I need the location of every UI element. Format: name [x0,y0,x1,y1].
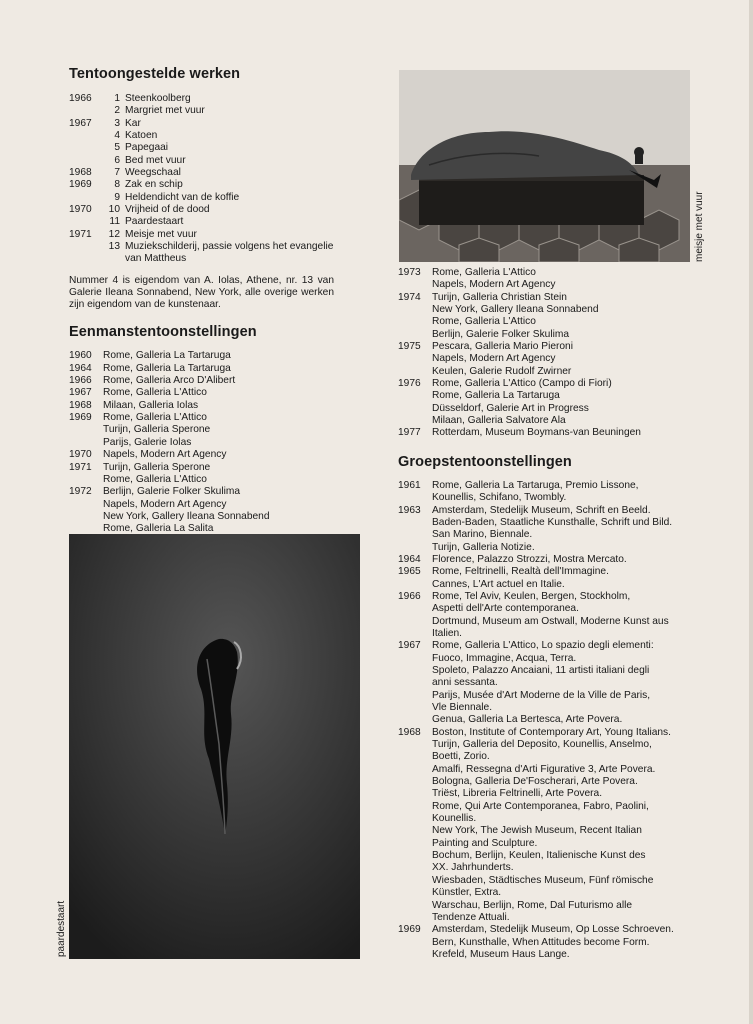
work-number: 7 [114,167,120,179]
photo-paardestaart [69,534,360,959]
work-title: Paardestaart [125,216,184,228]
exhibition-row [69,499,334,511]
exhibition-row [69,511,334,523]
exhibition-row [69,375,334,387]
group-exhibition-row [398,480,703,505]
work-title: Heldendicht van de koffie [125,191,240,203]
work-row [69,216,334,228]
exhibition-row [398,304,703,316]
work-number: 13 [108,241,120,253]
work-title: Margriet met vuur [125,105,205,117]
group-entry-line: Italien. [432,627,463,639]
group-entry-line: Wiesbaden, Städtisches Museum, Fünf römische [432,874,654,886]
group-heading: Groepstentoonstellingen [398,453,572,470]
group-entries [432,591,703,640]
exhibition-venue: Napels, Modern Art Agency [432,279,556,291]
group-year: 1969 [398,924,421,936]
exhibition-year: 1975 [398,341,421,353]
work-number: 2 [114,105,120,117]
group-entry-line: San Marino, Biennale. [432,529,533,541]
exhibition-row [398,329,703,341]
exhibition-row [398,390,703,402]
exhibition-venue: Napels, Modern Art Agency [103,498,227,510]
group-exhibition-row [398,640,703,726]
exhibition-row [398,316,703,328]
work-title: Katoen [125,130,158,142]
group-entries [432,480,703,505]
exhibition-venue: Rome, Galleria La Tartaruga [103,350,231,362]
exhibition-row [398,403,703,415]
work-row [69,93,334,105]
group-entry-line: Painting and Sculpture. [432,837,538,849]
exhibition-venue: Turijn, Galleria Christian Stein [432,291,567,303]
exhibition-row [398,366,703,378]
work-row [69,204,334,216]
group-entry-line: Aspetti dell'Arte contemporanea. [432,603,579,615]
group-entry-line: Krefeld, Museum Haus Lange. [432,948,570,960]
group-exhibition-row [398,554,703,566]
work-row [69,142,334,154]
exhibition-year: 1960 [69,350,92,362]
group-entry-line: Turijn, Galleria Notizie. [432,541,535,553]
exhibition-venue: Napels, Modern Art Agency [103,449,227,461]
group-entries [432,505,703,554]
work-row [69,241,334,266]
group-entry-line: New York, The Jewish Museum, Recent Italian [432,825,642,837]
exhibition-venue: Rome, Galleria L'Attico [103,387,207,399]
work-number: 12 [108,228,120,240]
work-number: 3 [114,117,120,129]
group-exhibition-row [398,591,703,640]
works-ownership-note: Nummer 4 is eigendom van A. Iolas, Athene, nr. 13 van Galerie Ileana Sonnabend, New York, alle overige werken zijn eigendom van de kunstenaar. [69,274,334,311]
caption-paardestaart: paardestaart [56,900,67,957]
group-entry-line: Genua, Galleria La Bertesca, Arte Povera. [432,714,623,726]
exhibition-year [398,390,432,402]
girl-with-fire-artwork-image [399,70,690,262]
group-entry-line: Rome, Feltrinelli, Realtà dell'Immagine. [432,566,609,578]
work-row [69,167,334,179]
exhibition-row [398,378,703,390]
left-column [69,66,334,548]
exhibition-year [398,353,432,365]
exhibition-row [69,486,334,498]
group-entry-line: Baden-Baden, Staatliche Kunsthalle, Schrift und Bild. [432,516,673,528]
work-year: 1971 [69,228,92,240]
exhibition-row [398,292,703,304]
exhibition-year [69,474,103,486]
exhibition-venue: Keulen, Galerie Rudolf Zwirner [432,365,572,377]
work-year: 1967 [69,117,92,129]
exhibition-row [398,341,703,353]
group-exhibition-row [398,566,703,591]
exhibition-venue: New York, Gallery Ileana Sonnabend [432,304,599,316]
work-title: Vrijheid of de dood [125,204,210,216]
exhibition-row [398,267,703,279]
exhibition-venue: Milaan, Galleria Salvatore Ala [432,415,566,427]
exhibition-venue: Rome, Galleria La Salita [103,523,214,535]
group-entries [432,554,703,566]
group-entry-line: Amsterdam, Stedelijk Museum, Op Losse Schroeven. [432,924,674,936]
group-exhibition-row [398,505,703,554]
group-entry-line: Fuoco, Immagine, Acqua, Terra. [432,652,577,664]
work-year: 1966 [69,93,92,104]
group-entries [432,727,703,925]
work-row [69,118,334,130]
group-year: 1965 [398,566,421,578]
work-year: 1969 [69,179,92,191]
exhibition-year [69,499,103,511]
group-exhibition-row [398,727,703,925]
group-entry-line: Amalfi, Ressegna d'Arti Figurative 3, Arte Povera. [432,763,656,775]
group-year: 1966 [398,590,421,602]
group-year: 1967 [398,640,421,652]
work-year: 1968 [69,167,92,179]
exhibition-row [398,279,703,291]
group-entry-line: Florence, Palazzo Strozzi, Mostra Mercato. [432,553,627,565]
work-number: 10 [108,204,120,216]
exhibition-venue: Rome, Galleria La Tartaruga [103,362,231,374]
exhibition-venue: Berlijn, Galerie Folker Skulima [432,328,570,340]
work-title: Zak en schip [125,179,183,191]
work-number: 5 [114,142,120,154]
work-year [69,130,103,142]
group-entry-line: Rome, Tel Aviv, Keulen, Bergen, Stockholm, [432,590,631,602]
work-title: Steenkoolberg [125,93,191,104]
exhibition-row [69,449,334,461]
work-year [69,241,103,266]
photo-meisje-met-vuur [399,70,690,262]
work-title: Muziekschilderij, passie volgens het evangelie van Mattheus [125,241,334,265]
solo-heading: Eenmanstentoonstellingen [69,324,257,341]
group-entry-line: Rome, Galleria La Tartaruga, Premio Lissone, [432,479,639,491]
group-entry-line: Kounellis. [432,813,477,825]
group-entry-line: Rome, Qui Arte Contemporanea, Fabro, Paolini, [432,800,649,812]
exhibition-year: 1970 [69,449,92,461]
exhibition-row [398,353,703,365]
work-year [69,105,103,117]
group-exhibition-row [398,924,703,961]
group-entries [432,640,703,726]
exhibition-venue: Turijn, Galleria Sperone [103,461,211,473]
exhibition-year [398,403,432,415]
group-entry-line: Boetti, Zorio. [432,751,490,763]
exhibition-venue: Milaan, Galleria Iolas [103,399,199,411]
exhibition-venue: Rome, Galleria L'Attico (Campo di Fiori) [432,378,612,390]
solo-continued-list [398,267,703,440]
group-entry-line: Cannes, L'Art actuel en Italie. [432,578,565,590]
group-entry-line: Tendenze Attuali. [432,911,510,923]
group-entries [432,566,703,591]
group-list [398,480,703,961]
work-row [69,130,334,142]
work-title: Weegschaal [125,167,181,179]
group-year: 1961 [398,479,421,491]
exhibition-venue: Turijn, Galleria Sperone [103,424,211,436]
page-edge [749,0,753,1024]
group-entry-line: Bern, Kunsthalle, When Attitudes become Form. [432,936,650,948]
exhibition-venue: Napels, Modern Art Agency [432,353,556,365]
exhibition-venue: Parijs, Galerie Iolas [103,436,192,448]
ponytail-artwork-image [69,534,360,959]
exhibition-venue: Rome, Galleria L'Attico [432,316,536,328]
work-row [69,229,334,241]
group-entry-line: Kounellis, Schifano, Twombly. [432,492,567,504]
group-entry-line: Amsterdam, Stedelijk Museum, Schrift en Beeld. [432,504,651,516]
work-number: 4 [114,130,120,142]
group-entry-line: Spoleto, Palazzo Ancaiani, 11 artisti italiani degli [432,664,650,676]
work-number: 1 [114,93,120,104]
work-title: Bed met vuur [125,154,186,166]
group-entry-line: Bologna, Galleria De'Foscherari, Arte Povera. [432,776,638,788]
work-year [69,216,103,228]
exhibition-year: 1977 [398,427,421,439]
exhibition-year [69,437,103,449]
exhibition-venue: New York, Gallery Ileana Sonnabend [103,510,270,522]
group-entry-line: Triëst, Libreria Feltrinelli, Arte Povera. [432,788,603,800]
exhibition-year: 1969 [69,412,92,424]
exhibition-row [398,427,703,439]
exhibition-venue: Rome, Galleria Arco D'Alibert [103,375,236,387]
group-entry-line: Turijn, Galleria del Deposito, Kounellis, Anselmo, [432,739,652,751]
work-title: Kar [125,117,141,129]
work-year [69,155,103,167]
exhibition-year: 1972 [69,486,92,498]
exhibition-year [398,329,432,341]
exhibition-year [398,316,432,328]
group-year: 1968 [398,726,421,738]
exhibition-venue: Rome, Galleria L'Attico [103,473,207,485]
work-number: 11 [109,216,120,228]
exhibition-venue: Düsseldorf, Galerie Art in Progress [432,402,589,414]
right-column [398,267,703,961]
exhibition-year: 1964 [69,362,92,374]
group-year: 1964 [398,553,421,565]
exhibition-venue: Rotterdam, Museum Boymans-van Beuningen [432,427,641,439]
exhibition-year: 1966 [69,375,92,387]
group-entry-line: Dortmund, Museum am Ostwall, Moderne Kunst aus [432,615,669,627]
group-year: 1963 [398,504,421,516]
solo-list [69,350,334,548]
exhibition-row [69,424,334,436]
exhibition-year [398,304,432,316]
exhibition-row [69,387,334,399]
group-entry-line: Rome, Galleria L'Attico, Lo spazio degli elementi: [432,640,654,652]
group-entry-line: XX. Jahrhunderts. [432,862,514,874]
group-entry-line: Warschau, Berlijn, Rome, Dal Futurismo alle [432,899,633,911]
group-entry-line: Parijs, Musée d'Art Moderne de la Ville de Paris, [432,689,651,701]
group-entries [432,924,703,961]
exhibition-row [69,400,334,412]
exhibition-year [398,366,432,378]
work-year [69,142,103,154]
work-row [69,192,334,204]
exhibition-year [69,424,103,436]
work-year [69,192,103,204]
exhibition-row [69,412,334,424]
exhibition-venue: Pescara, Galleria Mario Pieroni [432,341,573,353]
exhibition-row [69,350,334,362]
work-title: Papegaai [125,142,169,154]
exhibition-row [69,363,334,375]
work-title: Meisje met vuur [125,228,197,240]
group-entry-line: Vle Biennale. [432,702,493,713]
work-year: 1970 [69,204,92,216]
exhibition-row [398,415,703,427]
works-heading: Tentoongestelde werken [69,66,241,82]
exhibition-venue: Rome, Galleria L'Attico [103,412,207,424]
exhibition-venue: Berlijn, Galerie Folker Skulima [103,486,241,498]
work-row [69,105,334,117]
group-entry-line: Bochum, Berlijn, Keulen, Italienische Kunst des [432,850,646,862]
exhibition-year: 1973 [398,267,421,278]
exhibition-year [398,279,432,291]
group-entry-line: Künstler, Extra. [432,887,502,899]
exhibition-row [69,437,334,449]
exhibition-year: 1976 [398,378,421,390]
caption-meisje-met-vuur: meisje met vuur [694,191,705,262]
exhibition-year [69,511,103,523]
exhibition-year: 1971 [69,461,92,473]
group-entry-line: Boston, Institute of Contemporary Art, Young Italians. [432,726,671,738]
exhibition-venue: Rome, Galleria L'Attico [432,267,536,278]
work-row [69,179,334,191]
exhibition-year: 1968 [69,399,92,411]
work-row [69,155,334,167]
exhibition-row [69,474,334,486]
exhibition-year [398,415,432,427]
group-entry-line: anni sessanta. [432,677,498,689]
work-number: 6 [114,154,120,166]
exhibition-venue: Rome, Galleria La Tartaruga [432,390,560,402]
exhibition-year: 1967 [69,387,92,399]
exhibition-year: 1974 [398,291,421,303]
work-number: 8 [114,179,120,191]
works-list [69,93,334,266]
exhibition-row [69,462,334,474]
work-number: 9 [114,191,120,203]
